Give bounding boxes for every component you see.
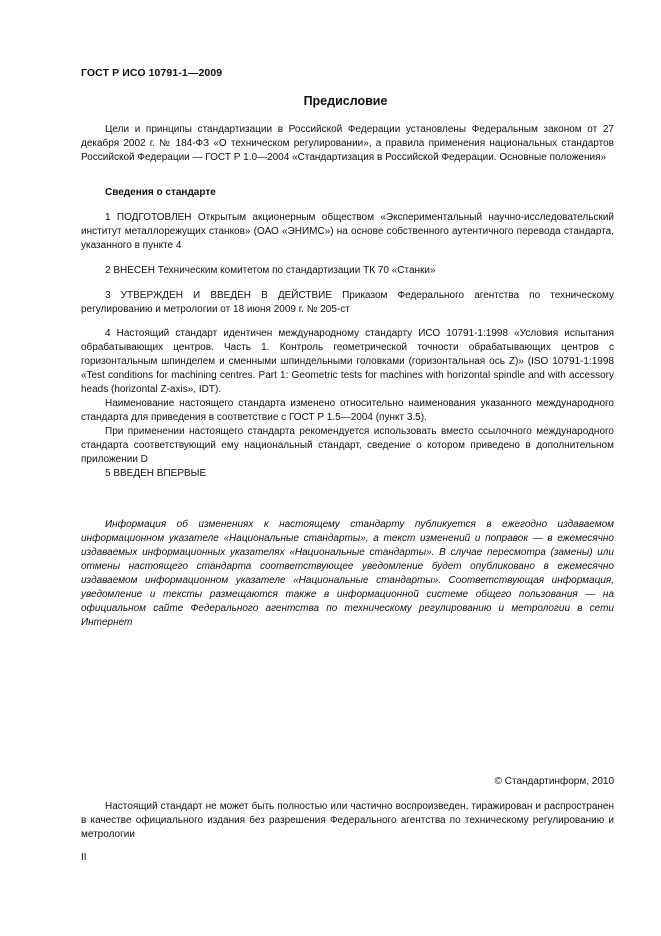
item-4: 4 Настоящий стандарт идентичен международному стандарту ИСО 10791-1:1998 «Условия испытания обрабатывающих центров. Часть 1. Контроль геометрической точности обрабатывающих центров с горизонтальным шпинделем и сменными шпиндельными головками (горизонтальная ось Z)» (ISO 10791-1:1998 «Test conditions for machining centres. Part 1: Geometric tests for machines with horizontal spindle and with accessory heads (horizontal Z-axis», IDT). [81, 328, 614, 395]
info-paragraph: Информация об изменениях к настоящему стандарту публикуется в ежегодно издаваемом информационном указателе «Национальные стандарты», а текст изменений и поправок — в ежемесячно издаваемых информационных указателях «Национальные стандарты». В случае пересмотра (замены) или отмены настоящего стандарта соответствующее уведомление будет опубликовано в ежемесячно издаваемом информационном указателе «Национальные стандарты». Соответствующая информация, уведомление и тексты размещаются также в информационной системе общего пользования — на официальном сайте Федерального агентства по техническому регулированию и метрологии в сети Интернет [81, 519, 614, 628]
document-header: ГОСТ Р ИСО 10791-1—2009 [81, 67, 223, 79]
item-2: 2 ВНЕСЕН Техническим комитетом по стандартизации ТК 70 «Станки» [105, 265, 436, 276]
page-title: Предисловие [303, 94, 388, 108]
item-5: 5 ВВЕДЕН ВПЕРВЫЕ [105, 468, 207, 479]
copyright: © Стандартинформ, 2010 [494, 776, 614, 787]
item-2-block [81, 264, 614, 278]
intro-paragraph: Цели и принципы стандартизации в Российской Федерации установлены Федеральным законом от 27 декабря 2002 г. № 184-ФЗ «О техническом регулировании», а правила применения национальных стандартов Российской Федерации — ГОСТ Р 1.0—2004 «Стандартизация в Российской Федерации. Основные положения» [81, 124, 614, 163]
section-subtitle: Сведения о стандарте [105, 187, 216, 198]
notice-block [81, 800, 614, 842]
item-3: 3 УТВЕРЖДЕН И ВВЕДЕН В ДЕЙСТВИЕ Приказом Федерального агентства по техническому регулированию и метрологии от 18 июня 2009 г. № 205-ст [81, 290, 614, 315]
item-3-block [81, 289, 614, 317]
item-5-block [81, 467, 614, 481]
intro-block [81, 123, 614, 165]
info-block [81, 518, 614, 630]
page-number: II [81, 852, 87, 863]
item-4-note-2: При применении настоящего стандарта рекомендуется использовать вместо ссылочного международного стандарта соответствующий ему национальный стандарт, сведение о котором приведено в дополнительном приложении D [81, 426, 614, 465]
notice-paragraph: Настоящий стандарт не может быть полностью или частично воспроизведен, тиражирован и распространен в качестве официального издания без разрешения Федерального агентства по техническому регулированию и метрологии [81, 801, 614, 840]
item-1-block [81, 211, 614, 253]
item-4-block [81, 327, 614, 467]
item-4-note-1: Наименование настоящего стандарта изменено относительно наименования указанного международного стандарта для приведения в соответствие с ГОСТ Р 1.5—2004 (пункт 3.5). [81, 398, 614, 423]
item-1: 1 ПОДГОТОВЛЕН Открытым акционерным обществом «Экспериментальный научно-исследовательский институт металлорежущих станков» (ОАО «ЭНИМС») на основе собственного аутентичного перевода стандарта, указанного в пункте 4 [81, 212, 614, 251]
